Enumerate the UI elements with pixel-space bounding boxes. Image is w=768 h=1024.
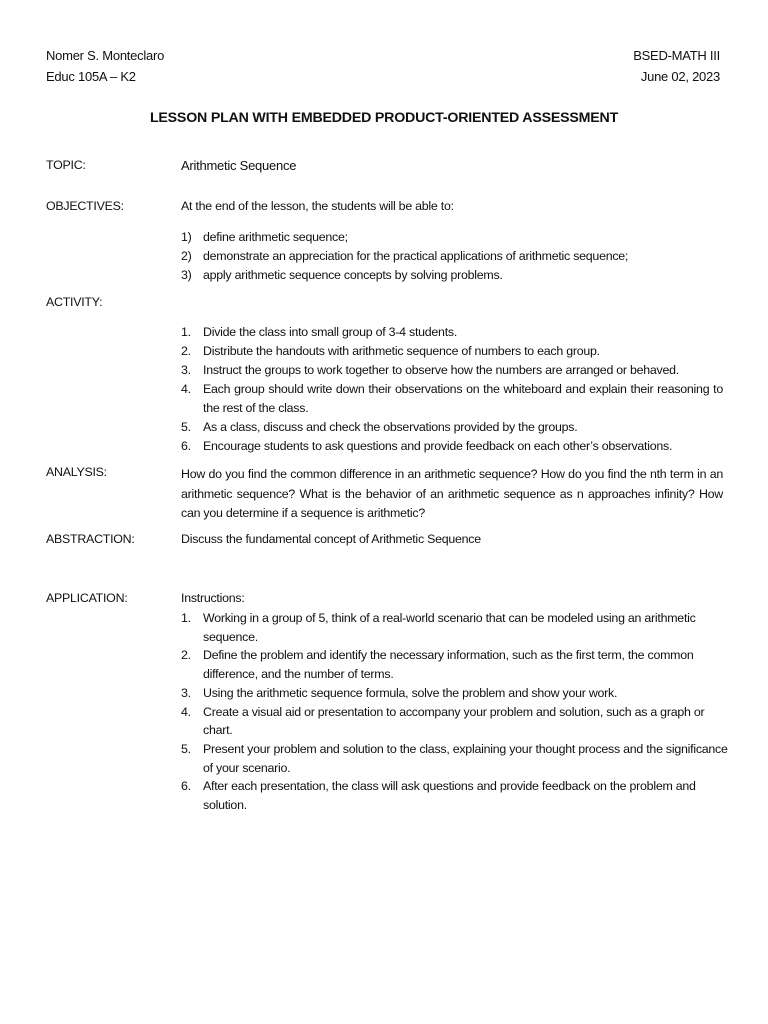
author-name: Nomer S. Monteclaro <box>46 48 165 63</box>
item-number: 3. <box>181 363 191 377</box>
item-text: Present your problem and solution to the class, explaining your thought process and the significance of your scenario. <box>203 741 728 775</box>
item-text: Each group should write down their observations on the whiteboard and explain their reasoning to the rest of the class. <box>203 382 723 415</box>
activity-label: ACTIVITY: <box>46 295 103 309</box>
list-item <box>181 777 729 814</box>
list-item <box>181 684 729 703</box>
item-text: Divide the class into small group of 3-4 students. <box>203 325 458 339</box>
objectives-label: OBJECTIVES: <box>46 199 124 213</box>
item-text: Working in a group of 5, think of a real-world scenario that can be modeled using an arithmetic sequence. <box>203 611 696 644</box>
topic-value: Arithmetic Sequence <box>181 158 297 173</box>
item-number: 5. <box>181 741 191 756</box>
item-text: apply arithmetic sequence concepts by solving problems. <box>203 268 503 282</box>
list-item <box>181 228 723 247</box>
topic-label: TOPIC: <box>46 158 86 172</box>
list-item <box>181 437 723 456</box>
page-title: LESSON PLAN WITH EMBEDDED PRODUCT-ORIENTED ASSESSMENT <box>149 110 619 126</box>
activity-list <box>181 323 723 456</box>
objectives-intro: At the end of the lesson, the students will be able to: <box>181 199 454 213</box>
list-item <box>181 266 723 285</box>
item-text: define arithmetic sequence; <box>203 230 348 244</box>
list-item <box>181 323 723 342</box>
item-number: 1. <box>181 325 191 339</box>
item-text: As a class, discuss and check the observations provided by the groups. <box>203 420 578 434</box>
item-text: Create a visual aid or presentation to accompany your problem and solution, such as a graph or chart. <box>203 704 705 738</box>
list-item <box>181 646 729 683</box>
application-list <box>181 609 729 815</box>
list-item <box>181 247 723 266</box>
item-number: 1) <box>181 230 192 244</box>
analysis-label: ANALYSIS: <box>46 465 107 479</box>
list-item <box>181 609 729 646</box>
item-number: 2) <box>181 249 192 263</box>
item-text: Encourage students to ask questions and provide feedback on each other’s observations. <box>203 439 673 453</box>
item-number: 4. <box>181 382 191 396</box>
list-item <box>181 380 723 418</box>
program-name: BSED-MATH III <box>633 48 720 63</box>
item-text: After each presentation, the class will ask questions and provide feedback on the problem and solution. <box>203 779 696 813</box>
list-item <box>181 740 729 777</box>
list-item <box>181 342 723 361</box>
item-text: Instruct the groups to work together to observe how the numbers are arranged or behaved. <box>203 363 679 377</box>
list-item <box>181 703 729 740</box>
item-text: demonstrate an appreciation for the practical applications of arithmetic sequence; <box>203 249 629 263</box>
item-number: 3) <box>181 268 192 282</box>
item-number: 1. <box>181 611 191 625</box>
item-text: Define the problem and identify the necessary information, such as the first term, the common difference, and the number of terms. <box>203 648 694 682</box>
list-item <box>181 361 723 380</box>
abstraction-label: ABSTRACTION: <box>46 532 135 546</box>
course-code: Educ 105A – K2 <box>46 69 136 84</box>
list-item <box>181 418 723 437</box>
document-date: June 02, 2023 <box>640 69 720 84</box>
item-number: 2. <box>181 344 191 358</box>
item-number: 3. <box>181 685 191 700</box>
item-number: 2. <box>181 648 191 663</box>
objectives-list <box>181 228 723 285</box>
item-text: Using the arithmetic sequence formula, solve the problem and show your work. <box>203 685 618 700</box>
application-intro: Instructions: <box>181 591 245 605</box>
analysis-text: How do you find the common difference in an arithmetic sequence? How do you find the nth term in an arithmetic sequence? What is the behavior of an arithmetic sequence as n approaches infinity? How can you determine if a sequence is arithmetic? <box>181 467 723 520</box>
item-number: 5. <box>181 420 191 434</box>
application-label: APPLICATION: <box>46 591 128 605</box>
item-number: 6. <box>181 439 191 453</box>
abstraction-text: Discuss the fundamental concept of Arithmetic Sequence <box>181 532 481 546</box>
item-number: 4. <box>181 704 191 719</box>
item-number: 6. <box>181 779 191 794</box>
item-text: Distribute the handouts with arithmetic sequence of numbers to each group. <box>203 344 600 358</box>
